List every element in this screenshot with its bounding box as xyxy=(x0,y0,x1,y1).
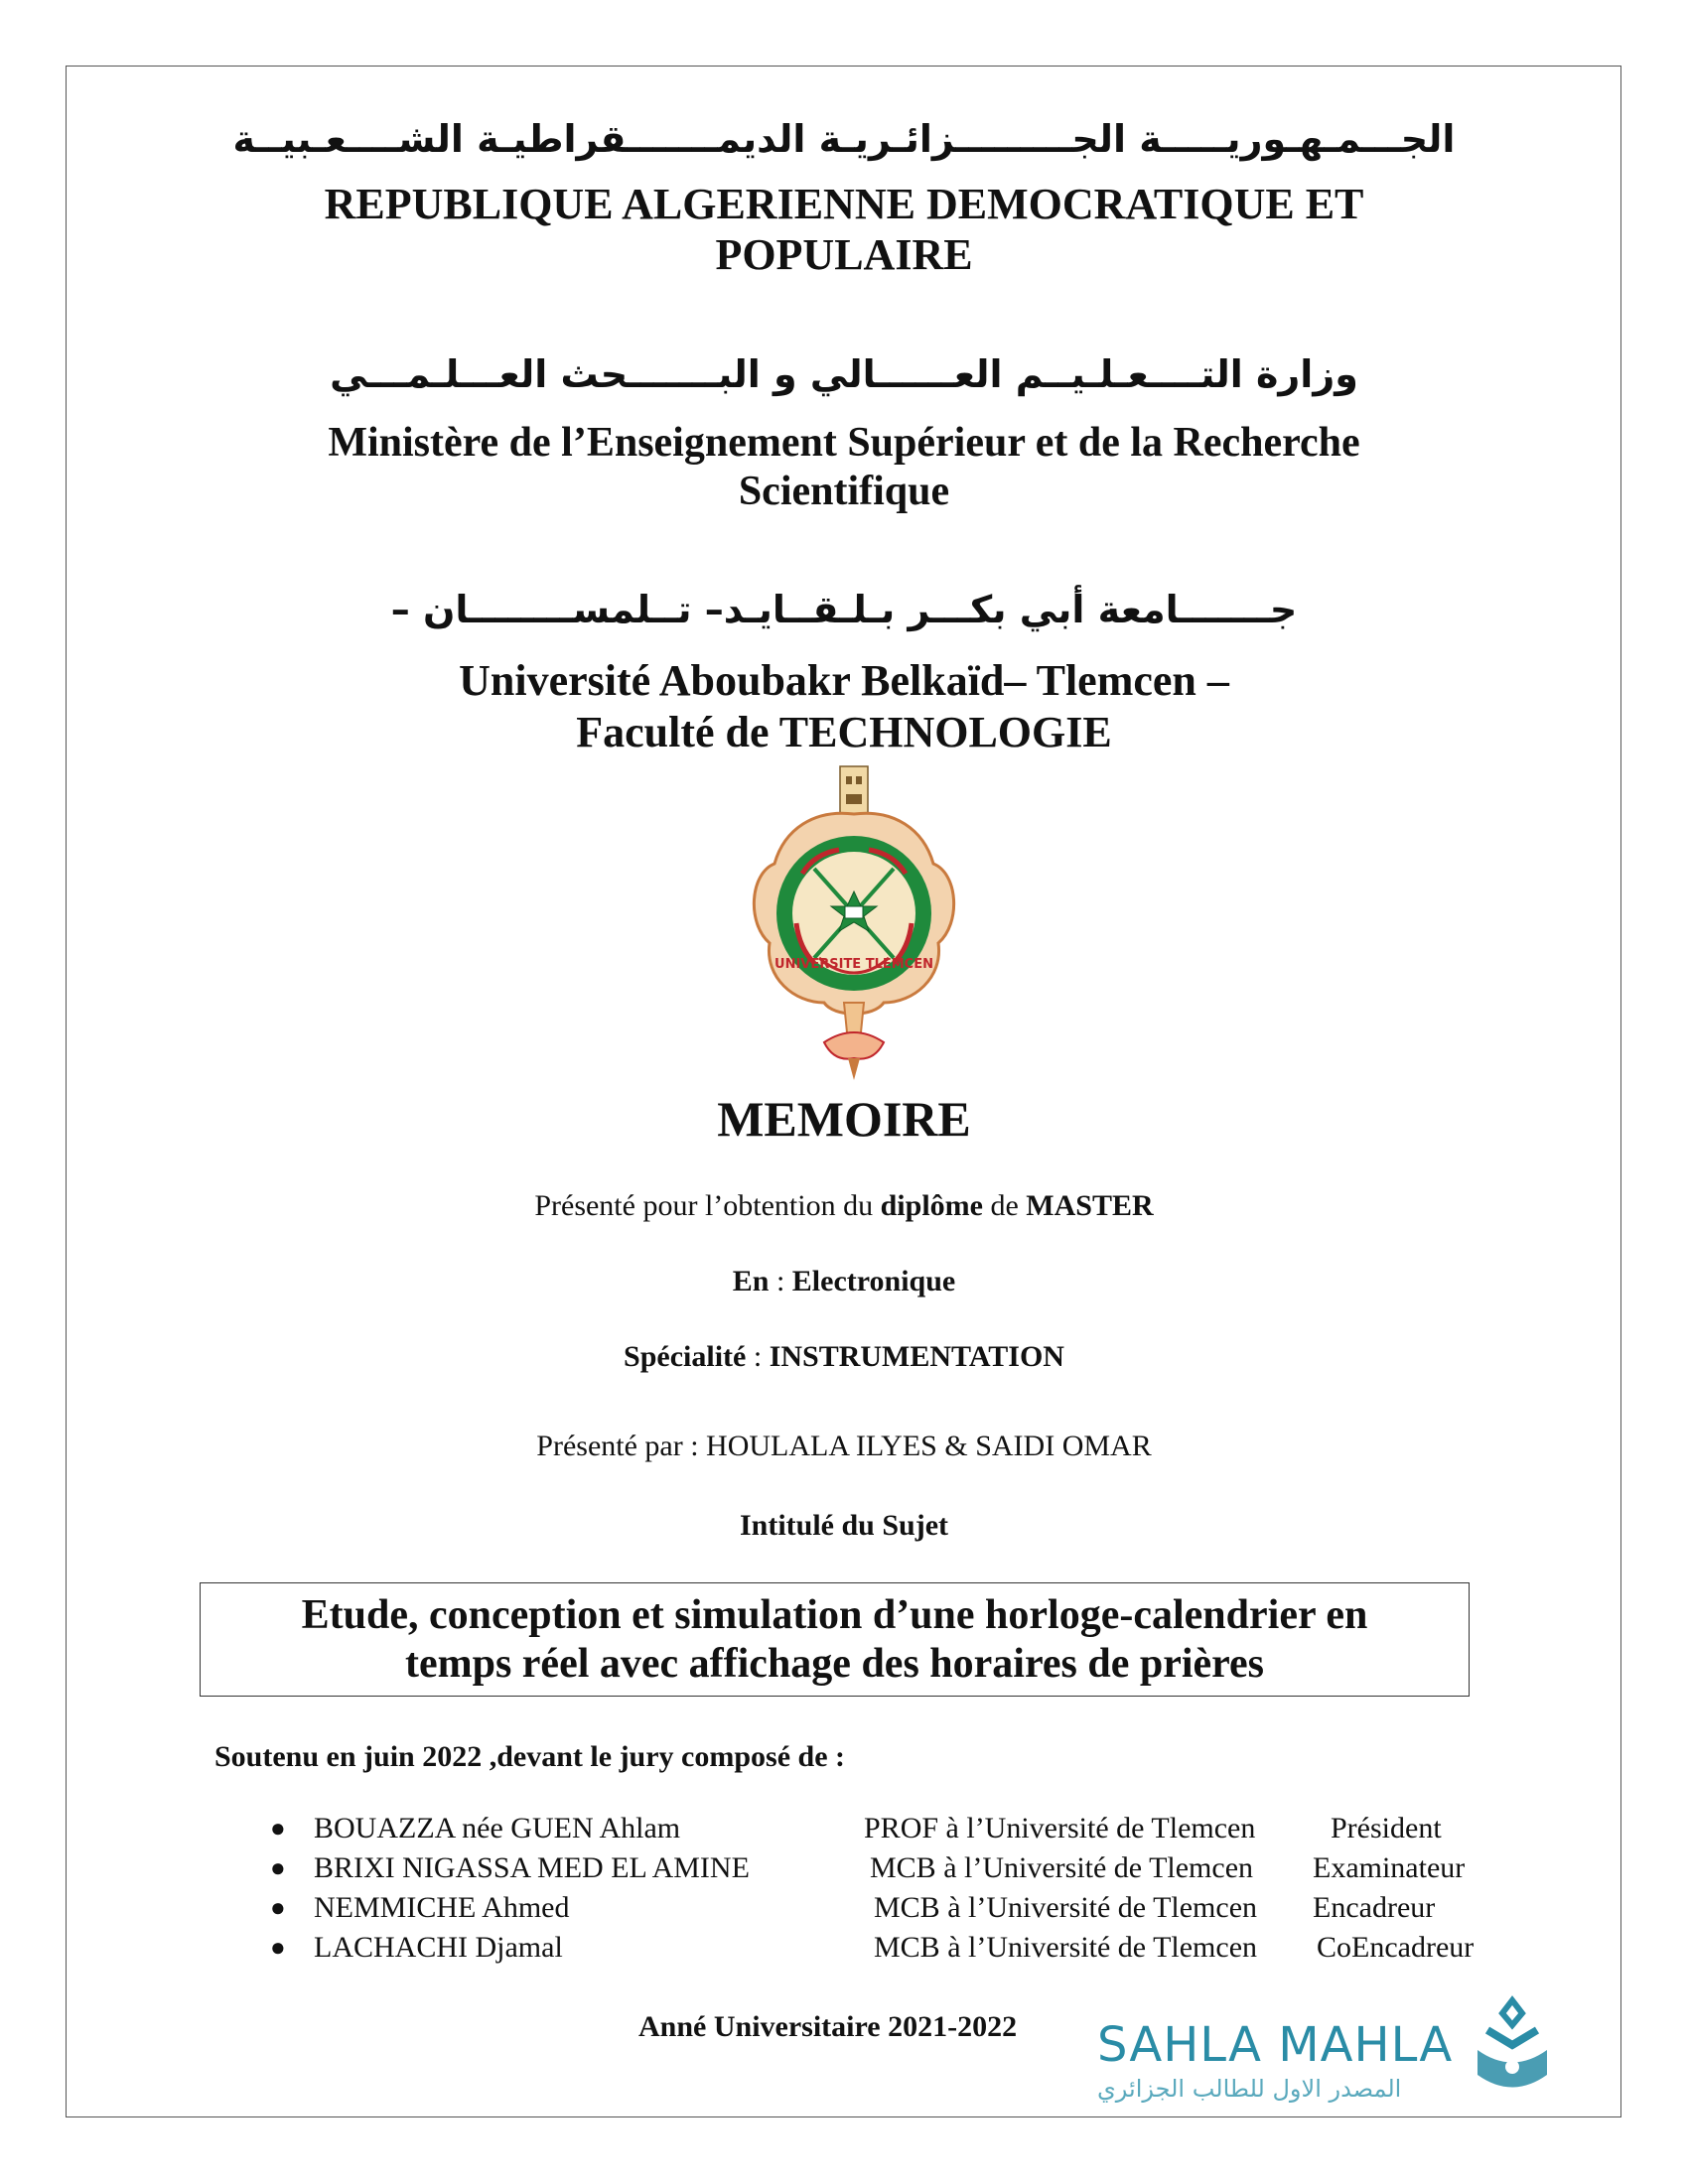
watermark-shape xyxy=(1502,2000,1522,2025)
academic-year: Anné Universitaire 2021-2022 xyxy=(638,2010,1018,2043)
jury-member-grade: PROF à l’Université de Tlemcen xyxy=(864,1812,1256,1844)
field-value: Electronique xyxy=(791,1265,956,1297)
bullet-icon: ● xyxy=(270,1853,286,1882)
ministry-arabic: وزارة التــــعـلـيــم العــــــالي و البـــــــحث العـــلـمـــي xyxy=(330,352,1358,396)
specialty-line xyxy=(0,1340,1688,1374)
logo-tip xyxy=(848,1058,860,1080)
ministry-french xyxy=(0,419,1688,516)
republic-arabic: الجـــمـهـوريـــــة الجـــــــــزائـريـة الديمـــــــقراطيـة الشــــعـبيــة xyxy=(232,117,1456,161)
jury-member-grade: MCB à l’Université de Tlemcen xyxy=(874,1931,1258,1964)
watermark-logo-icon xyxy=(1468,1995,1557,2105)
presented-for xyxy=(0,1189,1688,1223)
republic-french-line2: POPULAIRE xyxy=(715,230,973,279)
logo-tower-window xyxy=(846,794,862,804)
republic-french xyxy=(0,179,1688,280)
subject-label: Intitulé du Sujet xyxy=(739,1509,949,1542)
logo-emblem-text: UNIVERSITE TLEMCEN xyxy=(774,957,933,972)
jury-member-row xyxy=(0,1812,1688,1851)
subject-title-line1: Etude, conception et simulation d’une horloge-calendrier en xyxy=(301,1592,1368,1638)
university-arabic: جـــــــامعة أبي بكـــر بـلـقــايـد– تــلمســــــــان – xyxy=(390,588,1298,631)
presented-mid: de xyxy=(982,1189,1027,1222)
bullet-icon: ● xyxy=(270,1893,286,1922)
logo-base xyxy=(824,1032,884,1059)
ministry-french-line2: Scientifique xyxy=(738,469,950,514)
jury-member-role: CoEncadreur xyxy=(1317,1931,1475,1964)
logo-tower-window xyxy=(846,776,852,784)
jury-member-row xyxy=(0,1851,1688,1891)
bullet-icon: ● xyxy=(270,1933,286,1962)
specialty-label: Spécialité xyxy=(624,1340,747,1373)
field-line xyxy=(0,1265,1688,1298)
republic-french-line1: REPUBLIQUE ALGERIENNE DEMOCRATIQUE ET xyxy=(324,180,1364,228)
jury-member-role: Examinateur xyxy=(1313,1851,1466,1884)
watermark-brand: SAHLA MAHLA xyxy=(1097,2017,1454,2073)
jury-member-role: Président xyxy=(1331,1812,1442,1844)
ministry-french-line1: Ministère de l’Enseignement Supérieur et de la Recherche xyxy=(328,420,1360,466)
authors-line: Présenté par : HOULALA ILYES & SAIDI OMAR xyxy=(536,1430,1152,1462)
jury-heading: Soutenu en juin 2022 ,devant le jury composé de : xyxy=(214,1740,846,1773)
jury-member-grade: MCB à l’Université de Tlemcen xyxy=(874,1891,1258,1924)
logo-tower-window xyxy=(856,776,862,784)
watermark-shape xyxy=(1505,2060,1519,2074)
watermark-tagline: المصدر الاول للطالب الجزائري xyxy=(1097,2075,1402,2103)
diploma-word: diplôme xyxy=(880,1189,983,1222)
jury-member-grade: MCB à l’Université de Tlemcen xyxy=(870,1851,1254,1884)
jury-member-role: Encadreur xyxy=(1313,1891,1436,1924)
faculty-name: Faculté de TECHNOLOGIE xyxy=(576,708,1112,756)
subject-title-line2: temps réel avec affichage des horaires de prières xyxy=(404,1641,1265,1687)
jury-member-row xyxy=(0,1931,1688,1971)
degree-name: MASTER xyxy=(1026,1189,1154,1222)
field-label: En xyxy=(732,1265,770,1297)
specialty-separator: : xyxy=(746,1340,770,1373)
university-french: Université Aboubakr Belkaïd– Tlemcen – xyxy=(459,656,1229,705)
watermark-shape xyxy=(1487,2030,1537,2045)
presented-prefix: Présenté pour l’obtention du xyxy=(534,1189,881,1222)
jury-member-row xyxy=(0,1891,1688,1931)
university-logo xyxy=(745,764,963,1082)
memoire-title: MEMOIRE xyxy=(717,1091,971,1147)
jury-member-name: BOUAZZA née GUEN Ahlam xyxy=(314,1812,681,1844)
bullet-icon: ● xyxy=(270,1814,286,1843)
jury-member-name: BRIXI NIGASSA MED EL AMINE xyxy=(314,1851,750,1884)
specialty-value: INSTRUMENTATION xyxy=(769,1340,1064,1373)
university-block xyxy=(0,655,1688,758)
jury-member-name: NEMMICHE Ahmed xyxy=(314,1891,570,1924)
jury-member-name: LACHACHI Djamal xyxy=(314,1931,563,1964)
field-separator: : xyxy=(769,1265,792,1297)
logo-book-icon xyxy=(845,906,863,918)
subject-title-box xyxy=(200,1582,1470,1697)
